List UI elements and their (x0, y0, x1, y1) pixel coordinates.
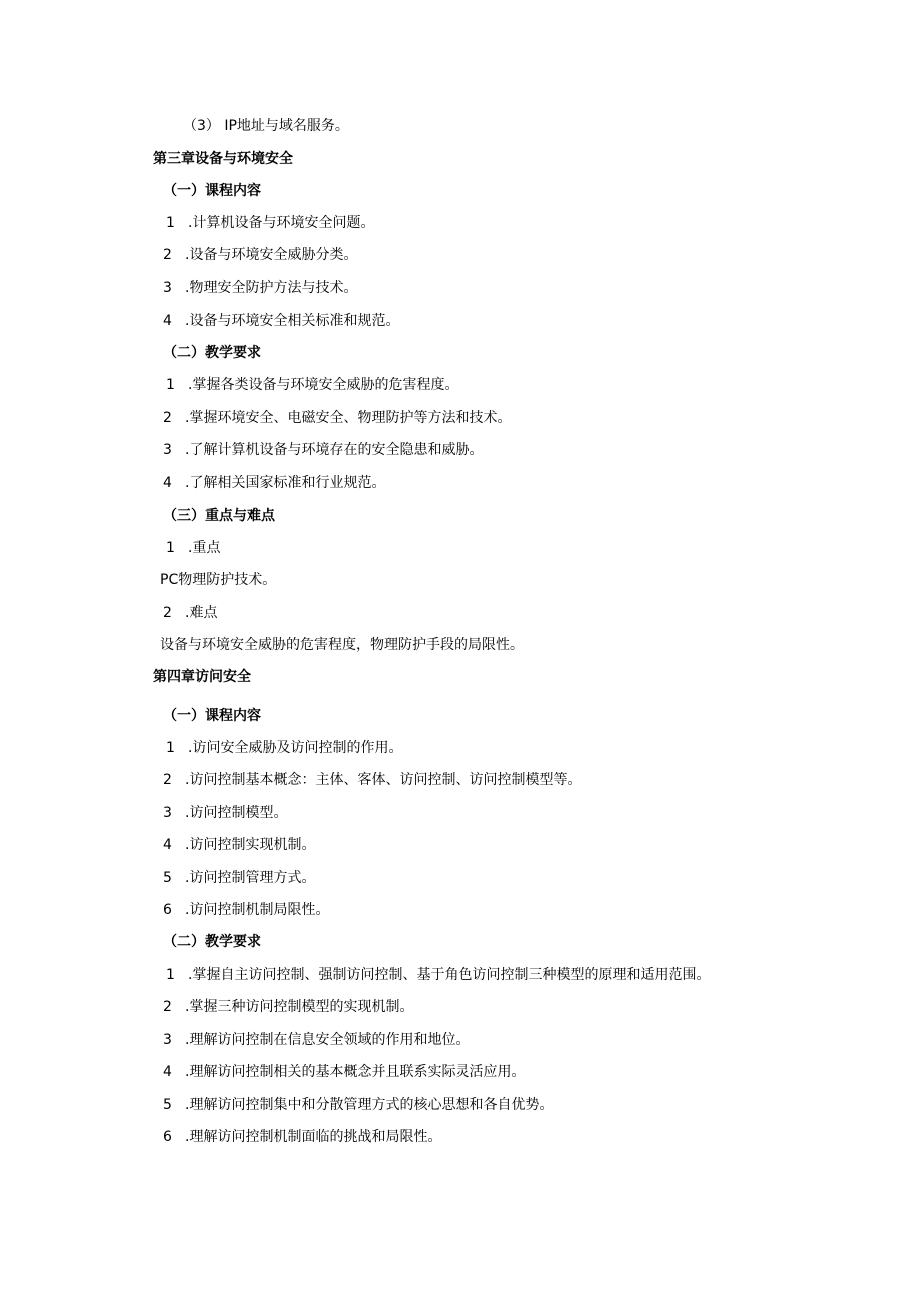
list-item (163, 311, 399, 331)
section-heading-teaching-requirements (163, 343, 261, 363)
item-text: .访问控制模型。 (185, 805, 288, 821)
item-number: 6 (163, 1129, 172, 1145)
list-item (163, 900, 329, 920)
item-number: 3 (163, 280, 172, 296)
item-text: .了解相关国家标准和行业规范。 (185, 475, 386, 491)
list-item (166, 738, 402, 758)
section-heading-teaching-requirements (163, 932, 261, 952)
item-number: 4 (163, 1064, 172, 1080)
chapter-title-4 (153, 667, 251, 687)
item-text: .重点 (188, 540, 221, 556)
section-heading-text: （一）课程内容 (163, 183, 261, 199)
list-item (163, 770, 581, 790)
item-number: 5 (163, 1097, 172, 1113)
item-text: .掌握各类设备与环境安全威胁的危害程度。 (188, 377, 459, 393)
item-text: .设备与环境安全威胁分类。 (185, 247, 358, 263)
list-item (163, 835, 315, 855)
chapter-title-3 (153, 149, 293, 169)
list-item (163, 408, 511, 428)
item-text: .访问控制机制局限性。 (185, 902, 330, 918)
item-number: 2 (163, 605, 172, 621)
list-item (163, 803, 287, 823)
list-item (163, 245, 357, 265)
item-number: 4 (163, 837, 172, 853)
list-item (163, 1095, 553, 1115)
chapter-title-text: 第三章设备与环境安全 (153, 151, 293, 167)
section-heading-course-content (163, 706, 261, 726)
item-number: 1 (166, 967, 175, 983)
item-text: .访问控制实现机制。 (185, 837, 316, 853)
item-text: .理解访问控制机制面临的挑战和局限性。 (185, 1129, 442, 1145)
item-number: 5 (163, 870, 172, 886)
list-item (166, 213, 374, 233)
list-item (163, 868, 315, 888)
item-text: .设备与环境安全相关标准和规范。 (185, 313, 400, 329)
item-number: 2 (163, 772, 172, 788)
item-number: 4 (163, 475, 172, 491)
list-item (166, 538, 220, 558)
list-item (163, 473, 385, 493)
item-number: 6 (163, 902, 172, 918)
section-heading-text: （三）重点与难点 (163, 508, 275, 524)
list-item (163, 997, 413, 1017)
list-item (163, 603, 217, 623)
list-item (163, 1062, 525, 1082)
item-number: 2 (163, 247, 172, 263)
item-text: .掌握三种访问控制模型的实现机制。 (185, 999, 414, 1015)
item-text: （3） IP地址与域名服务。 (183, 118, 349, 134)
list-item (163, 1030, 469, 1050)
item-text: .了解计算机设备与环境存在的安全隐患和威胁。 (185, 442, 484, 458)
item-number: 3 (163, 1032, 172, 1048)
list-item (163, 440, 483, 460)
item-number: 4 (163, 313, 172, 329)
item-text: .掌握自主访问控制、强制访问控制、基于角色访问控制三种模型的原理和适用范围。 (188, 967, 711, 983)
item-text: .物理安全防护方法与技术。 (185, 280, 358, 296)
item-text: .理解访问控制集中和分散管理方式的核心思想和各自优势。 (185, 1097, 554, 1113)
item-text: .理解访问控制相关的基本概念并且联系实际灵活应用。 (185, 1064, 526, 1080)
list-item-ip-domain (183, 116, 349, 136)
section-heading-course-content (163, 181, 261, 201)
section-heading-text: （二）教学要求 (163, 934, 261, 950)
item-number: 3 (163, 442, 172, 458)
item-text: .掌握环境安全、电磁安全、物理防护等方法和技术。 (185, 410, 512, 426)
item-number: 1 (166, 377, 175, 393)
item-text: .访问控制基本概念：主体、客体、访问控制、访问控制模型等。 (185, 772, 582, 788)
paragraph-text-content: PC物理防护技术。 (160, 572, 277, 588)
list-item (163, 1127, 441, 1147)
section-heading-text: （一）课程内容 (163, 708, 261, 724)
paragraph-text-content: 设备与环境安全威胁的危害程度，物理防护手段的局限性。 (160, 637, 524, 653)
paragraph-text (160, 635, 524, 655)
item-number: 2 (163, 999, 172, 1015)
list-item (166, 375, 458, 395)
item-text: .计算机设备与环境安全问题。 (188, 215, 375, 231)
paragraph-text (160, 570, 276, 590)
item-number: 2 (163, 410, 172, 426)
item-number: 1 (166, 540, 175, 556)
item-text: .访问安全威胁及访问控制的作用。 (188, 740, 403, 756)
item-number: 1 (166, 215, 175, 231)
list-item (163, 278, 357, 298)
item-number: 1 (166, 740, 175, 756)
section-heading-key-points (163, 506, 275, 526)
chapter-title-text: 第四章访问安全 (153, 669, 251, 685)
item-number: 3 (163, 805, 172, 821)
section-heading-text: （二）教学要求 (163, 345, 261, 361)
item-text: .难点 (185, 605, 218, 621)
item-text: .访问控制管理方式。 (185, 870, 316, 886)
list-item (166, 965, 710, 985)
item-text: .理解访问控制在信息安全领域的作用和地位。 (185, 1032, 470, 1048)
